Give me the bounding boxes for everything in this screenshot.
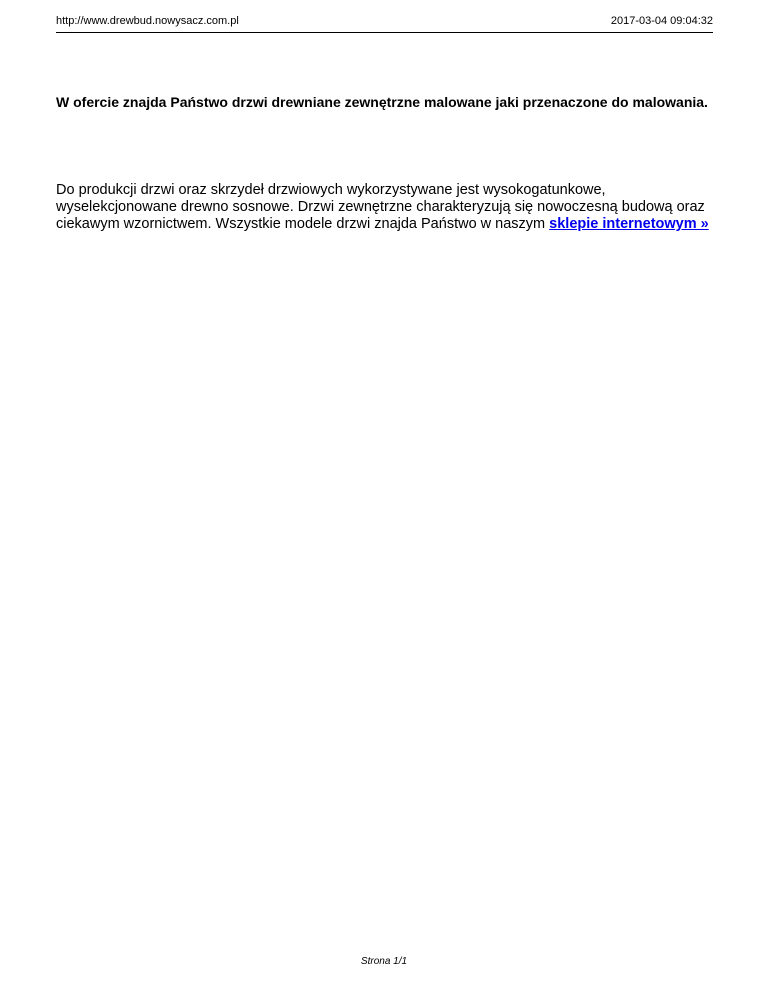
- article-title: W ofercie znajda Państwo drzwi drewniane zewnętrzne malowane jaki przenaczone do malowania.: [56, 94, 708, 110]
- page-header: [56, 10, 713, 33]
- page-footer: Strona 1/1: [360, 956, 408, 967]
- shop-link[interactable]: sklepie internetowym »: [549, 216, 709, 232]
- article-body-text: Do produkcji drzwi oraz skrzydeł drzwiowych wykorzystywane jest wysokogatunkowe, wyselekcjonowane drewno sosnowe. Drzwi zewnętrzne charakteryzują się nowoczesną budową oraz ciekawym wzornictwem. Wszystkie modele drzwi znajda Państwo w naszym: [56, 182, 705, 232]
- article-body: [56, 182, 716, 233]
- header-url: http://www.drewbud.nowysacz.com.pl: [56, 15, 239, 27]
- header-datetime: 2017-03-04 09:04:32: [610, 15, 713, 27]
